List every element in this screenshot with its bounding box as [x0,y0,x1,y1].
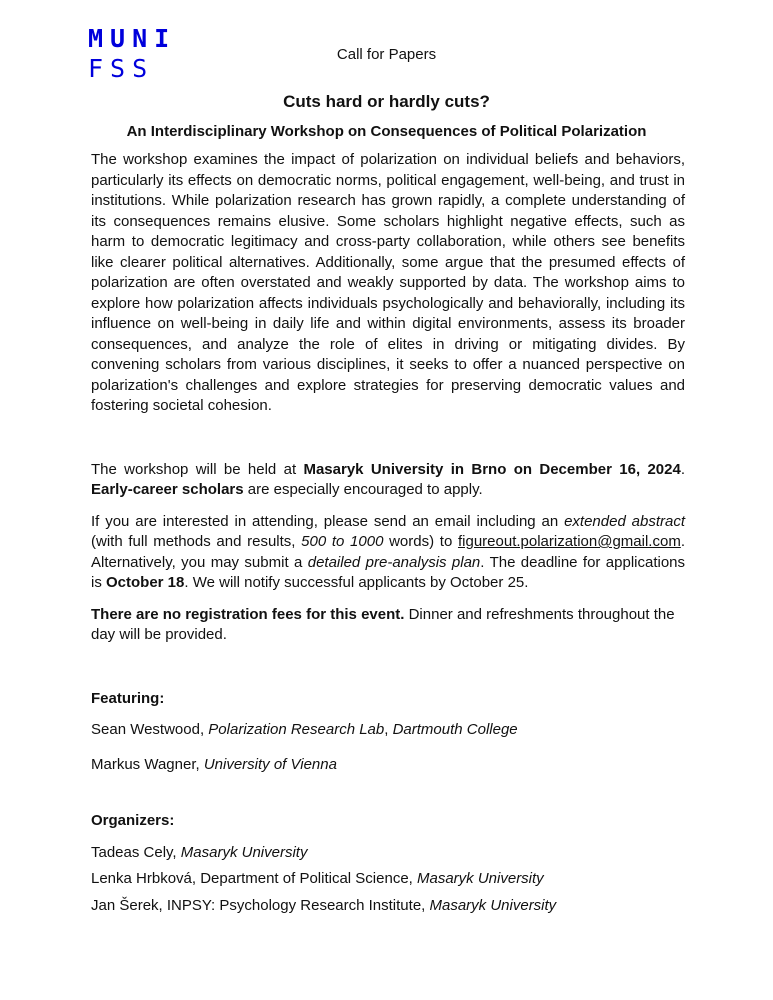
early-career-highlight: Early-career scholars [91,481,244,498]
organizer: Lenka Hrbková, Department of Political Science, Masaryk University [91,870,544,887]
fees-highlight: There are no registration fees for this event. [91,605,405,623]
page-subtitle: An Interdisciplinary Workshop on Consequences of Political Polarization [126,123,647,140]
attend-paragraph: If you are interested in attending, please send an email including an extended abstract (with full methods and results, 500 to 1000 words) to figureout.polarization@gmail.com. Alternatively, you may submit a detailed pre-analysis plan. The deadline for applications is October 18. We will notify successful applicants by October 25. [91,512,686,591]
venue-paragraph: The workshop will be held at Masaryk University in Brno on December 16, 2024. Early-career scholars are especially encouraged to apply. [91,460,685,498]
document-body [91,150,685,922]
fees-paragraph: There are no registration fees for this event. Dinner and refreshments throughout the day will be provided. [91,605,675,643]
contact-email-link[interactable]: figureout.polarization@gmail.com [457,533,681,550]
venue-highlight: Masaryk University in Brno on December 16, 2024 [303,460,681,478]
logo-line-muni: MUNI [88,24,177,53]
intro-paragraph: The workshop examines the impact of polarization on individual beliefs and behaviors, particularly its effects on democratic norms, political engagement, well-being, and trust in institutions. While polarization research has grown rapidly, a complete understanding of its consequences remains elusive. Some scholars highlight negative effects, such as harm to democratic legitimacy and cross-party collaboration, while others see benefits like clearer political alternatives. Additionally, some argue that the presumed effects of polarization are often overstated and weakly supported by data. The workshop aims to explore how polarization affects individuals psychologically and behaviorally, including its influence on well-being in daily life and within digital environments, assess its broader consequences, and analyze the role of elites in driving or mitigating divides. By convening scholars from various disciplines, it seeks to offer a nuanced perspective on polarization's challenges and explore strategies for preserving democratic values and fostering societal cohesion. [91,151,685,414]
featured-speaker: Markus Wagner, University of Vienna [91,755,337,773]
logo-line-fss: FSS [88,54,155,83]
call-for-papers-label: Call for Papers [336,46,437,63]
organizer: Jan Šerek, INPSY: Psychology Research Institute, Masaryk University [91,896,557,914]
featuring-heading: Featuring: [91,689,165,707]
organizer: Tadeas Cely, Masaryk University [91,843,308,861]
page-title: Cuts hard or hardly cuts? [283,92,490,111]
featured-speaker: Sean Westwood, Polarization Research Lab, Dartmouth College [91,721,518,738]
organizers-heading: Organizers: [91,812,175,829]
deadline-highlight: October 18 [106,574,185,591]
